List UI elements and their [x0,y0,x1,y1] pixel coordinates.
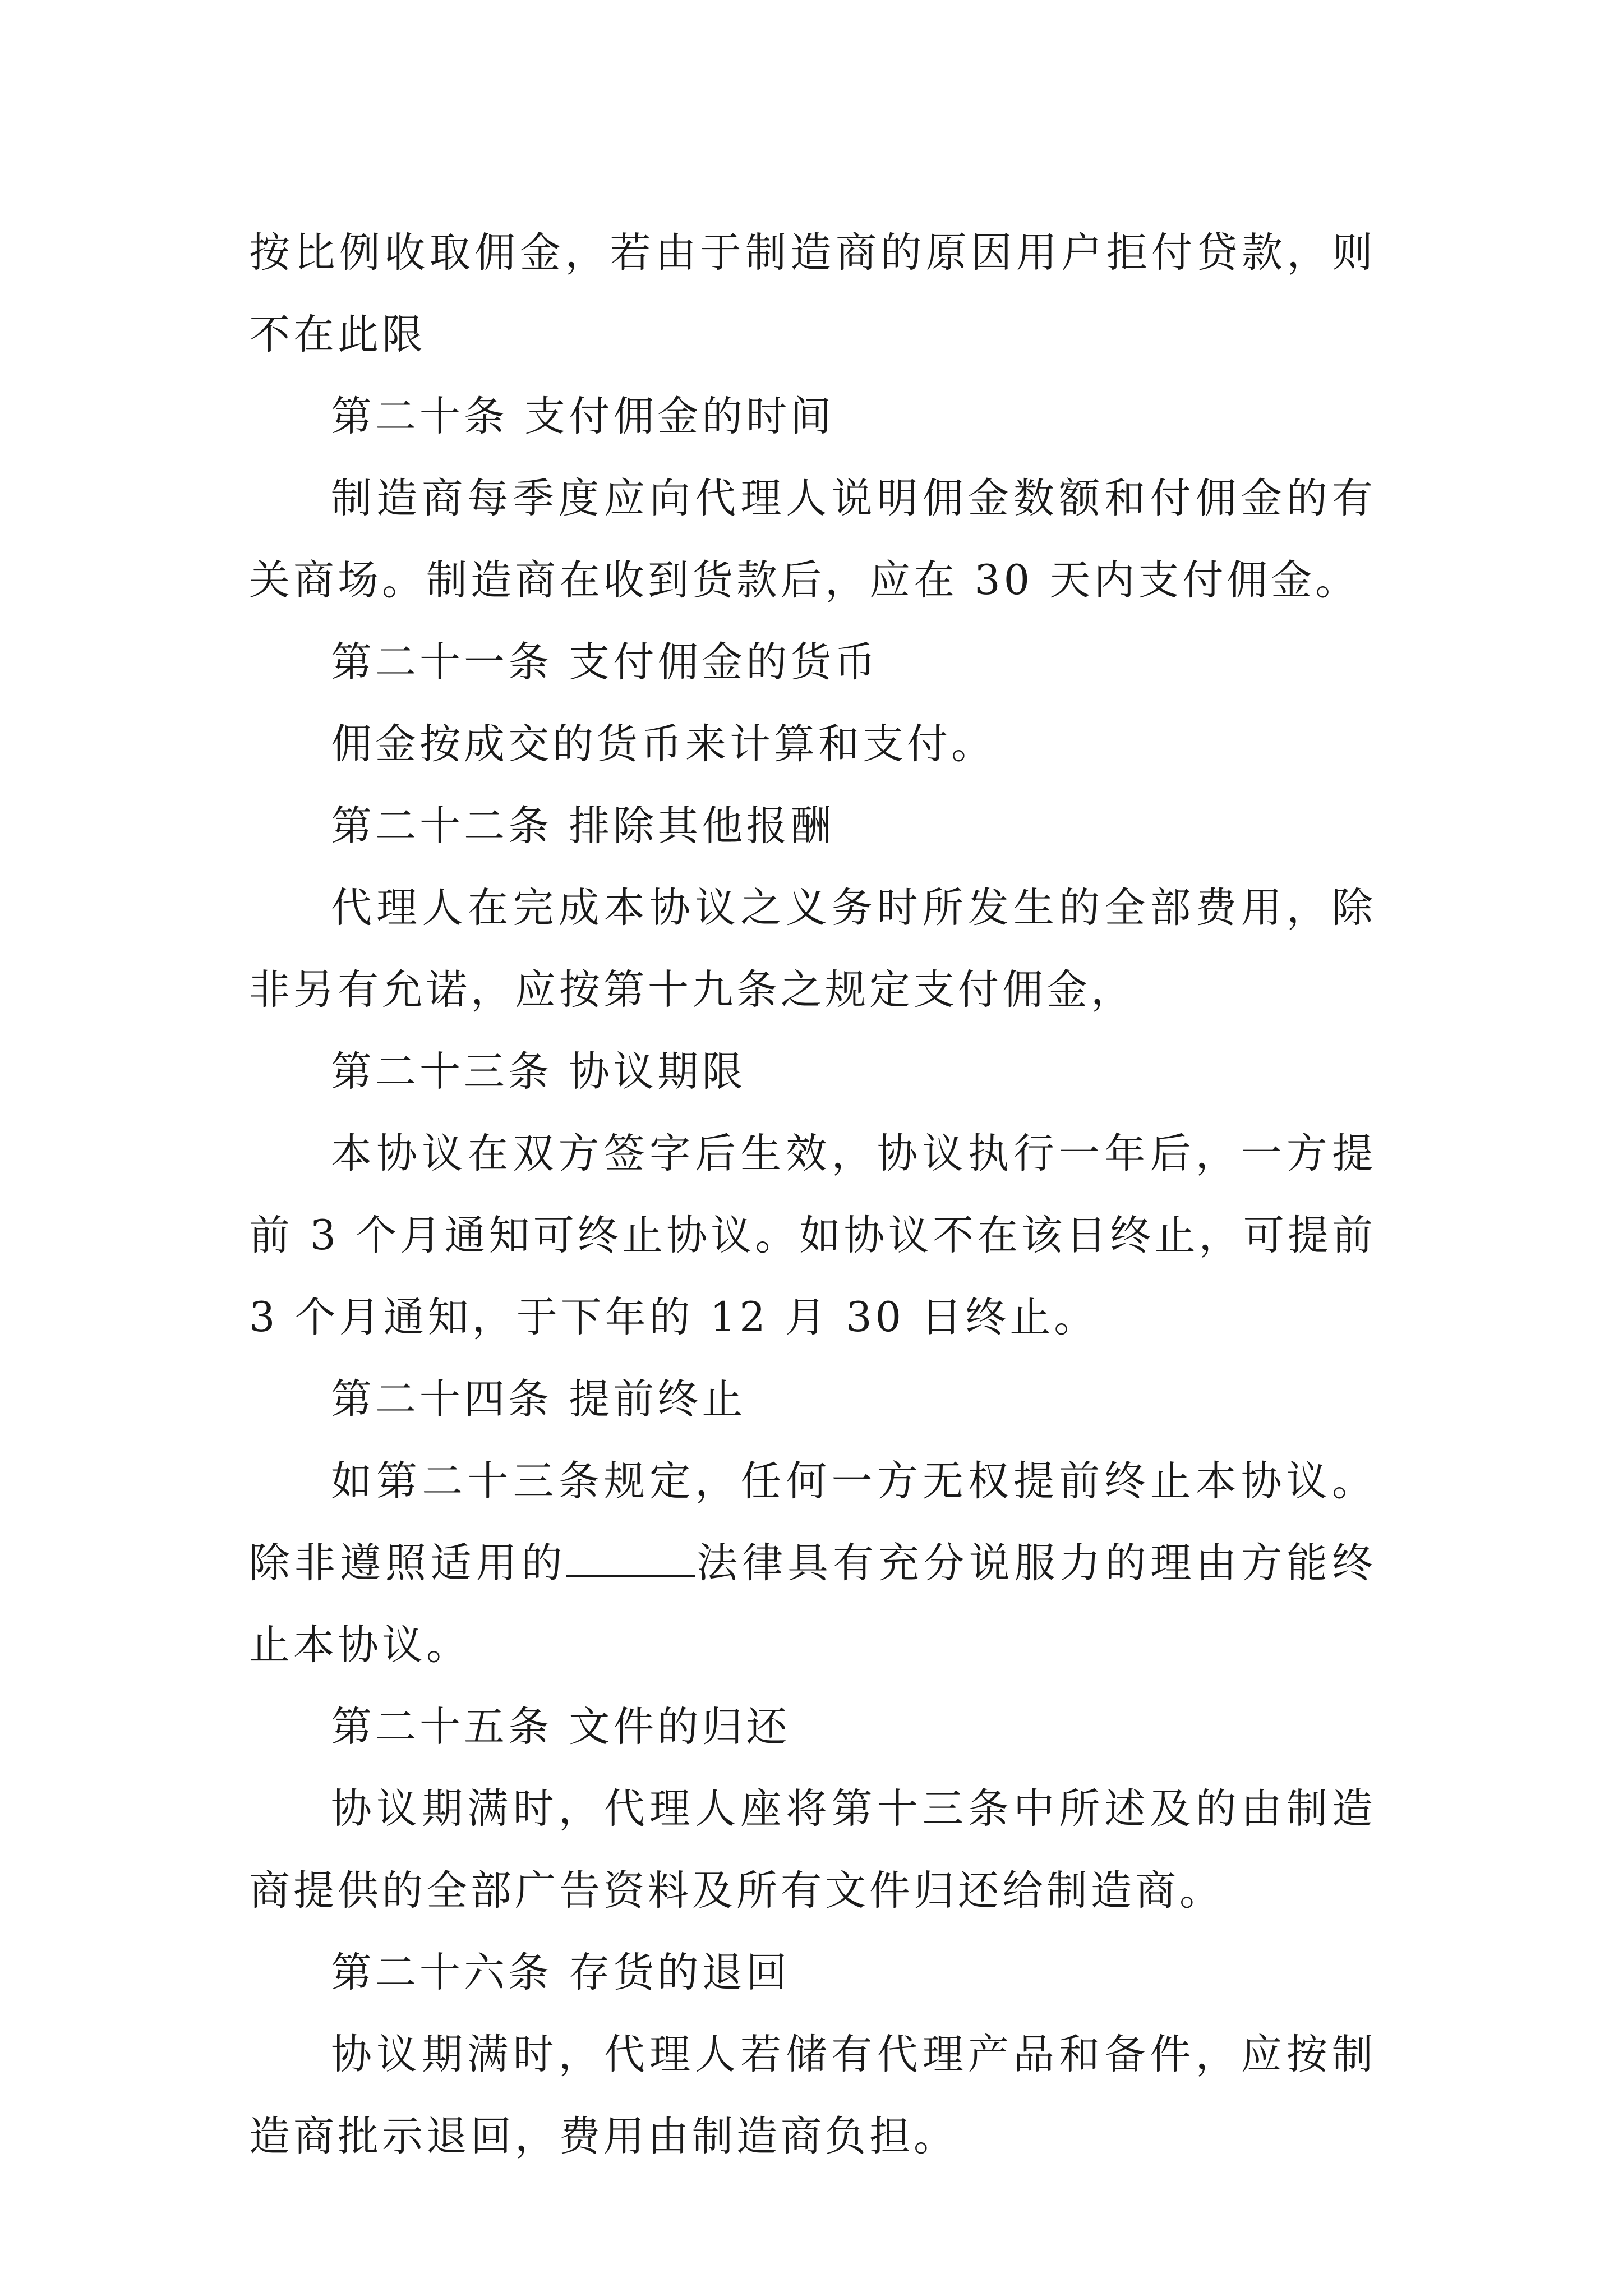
article-26-heading: 第二十六条 存货的退回 [331,1949,791,1996]
article-22-heading: 第二十二条 排除其他报酬 [331,802,835,850]
article-23-heading: 第二十三条 协议期限 [331,1048,746,1096]
article-21-heading: 第二十一条 支付佣金的货币 [331,638,879,686]
article-24-text-after-blank: 法律具有充分说服力的理由方能终止本协议。 [249,1539,1377,1669]
article-25-heading: 第二十五条 文件的归还 [331,1703,791,1751]
article-23-body: 本协议在双方签字后生效，协议执行一年后，一方提前 3 个月通知可终止协议。如协议不在该日终止，可提前 3 个月通知，于下年的 12 月 30 日终止。 [249,1130,1376,1341]
article-22-body: 代理人在完成本协议之义务时所发生的全部费用，除非另有允诺，应按第十九条之规定支付佣金， [249,884,1376,1014]
article-24-heading: 第二十四条 提前终止 [331,1375,746,1423]
article-20-heading: 第二十条 支付佣金的时间 [331,393,835,440]
fill-in-blank [566,1542,695,1577]
article-20-body: 制造商每季度应向代理人说明佣金数额和付佣金的有关商场。制造商在收到货款后，应在 30 天内支付佣金。 [249,475,1376,604]
article-26-body: 协议期满时，代理人若储有代理产品和备件，应按制造商批示退回，费用由制造商负担。 [249,2031,1376,2160]
article-25-body: 协议期满时，代理人座将第十三条中所述及的由制造商提供的全部广告资料及所有文件归还给制造商。 [249,1785,1376,1915]
article-21-body: 佣金按成交的货币来计算和支付。 [331,720,995,768]
article-24-body [249,1441,1376,1686]
paragraph-commission-ratio: 按比例收取佣金，若由于制造商的原因用户拒付贷款，则不在此限 [249,229,1376,358]
article-24-text-before-blank: 如第二十三条规定，任何一方无权提前终止本协议。除非遵照适用的 [249,1457,1376,1587]
document-body [249,212,1376,2178]
